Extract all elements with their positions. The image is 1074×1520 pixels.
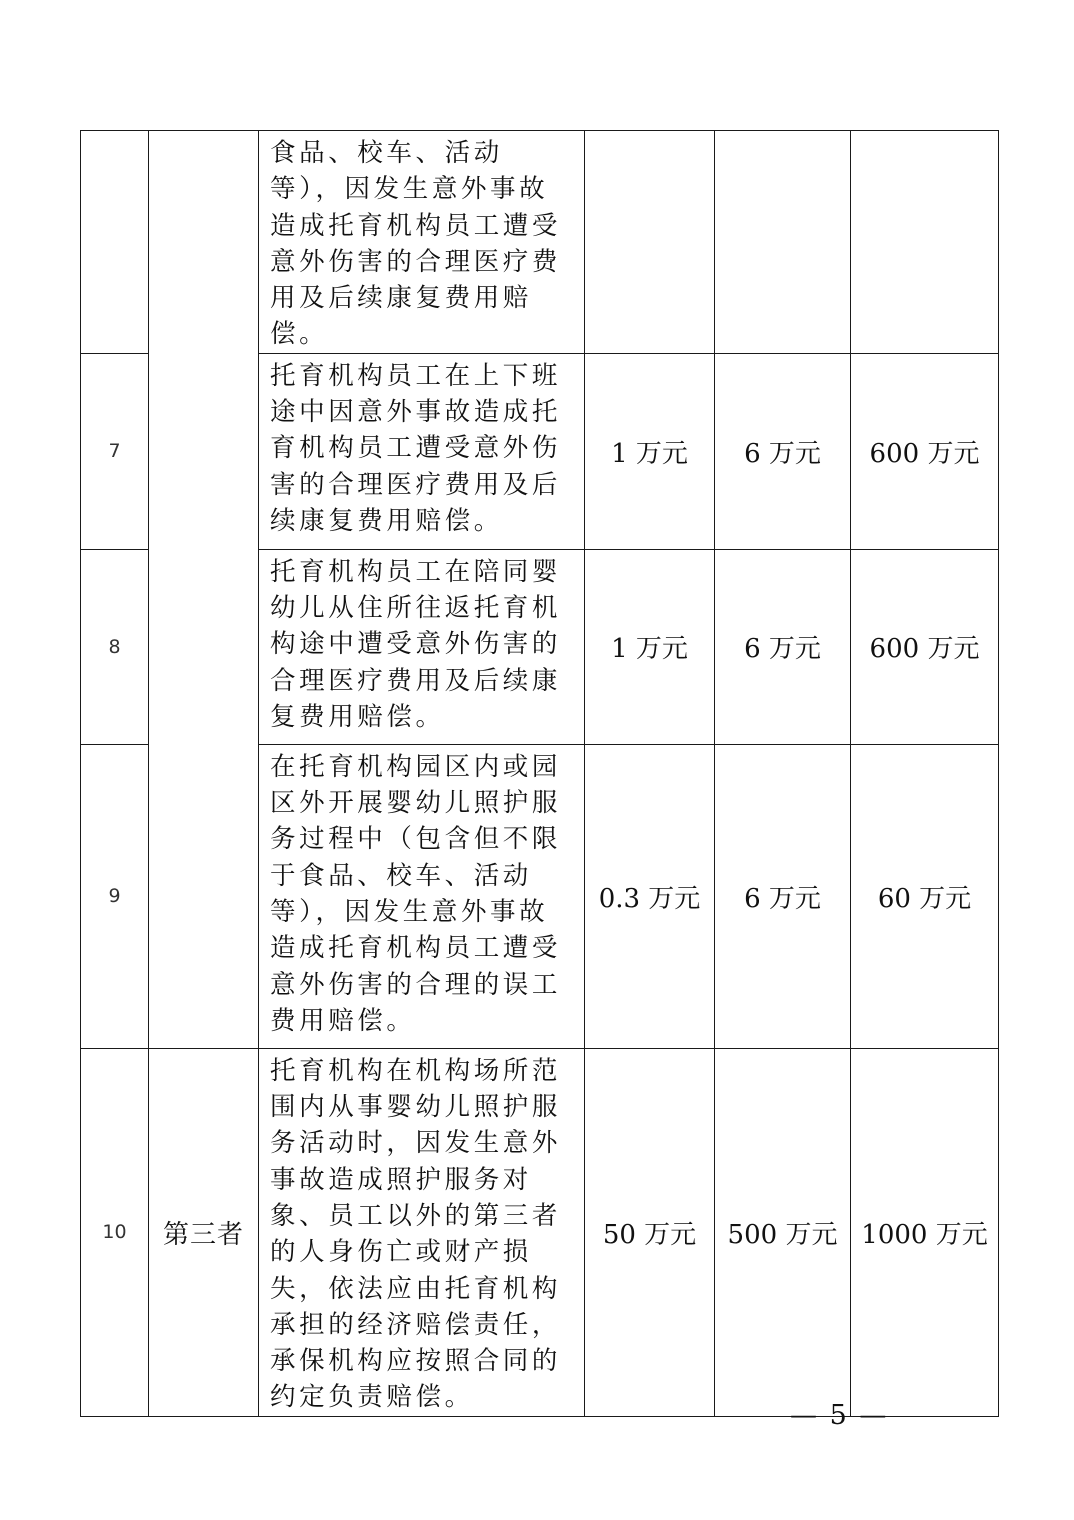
amount-cell-2: 500 万元: [715, 1048, 851, 1416]
amount-cell-1: 50 万元: [585, 1048, 715, 1416]
row-number: 9: [81, 744, 149, 1048]
amount-cell-1: 0.3 万元: [585, 744, 715, 1048]
description-text: 托育机构员工在陪同婴幼儿从住所往返托育机构途中遭受意外伤害的合理医疗费用及后续康复费用赔偿。: [270, 556, 562, 732]
description-cell: [259, 1048, 585, 1416]
amount-cell-2: 6 万元: [715, 549, 851, 744]
description-text: 托育机构员工在上下班途中因意外事故造成托育机构员工遭受意外伤害的合理医疗费用及后续康复费用赔偿。: [270, 360, 562, 536]
row-number: 8: [81, 549, 149, 744]
amount-cell-3: [851, 131, 999, 354]
description-cell: [259, 131, 585, 354]
amount-cell-3: 1000 万元: [851, 1048, 999, 1416]
table-row: [81, 131, 999, 354]
amount-cell-1: [585, 131, 715, 354]
row-number: [81, 131, 149, 354]
category-cell: 第三者: [149, 1048, 259, 1416]
row-number: 7: [81, 353, 149, 549]
page-number: — 5 —: [790, 1400, 889, 1431]
amount-cell-1: 1 万元: [585, 549, 715, 744]
row-number: 10: [81, 1048, 149, 1416]
amount-cell-1: 1 万元: [585, 353, 715, 549]
description-cell: [259, 353, 585, 549]
amount-cell-2: 6 万元: [715, 353, 851, 549]
amount-cell-2: [715, 131, 851, 354]
table-row: [81, 1048, 999, 1416]
description-cell: [259, 744, 585, 1048]
category-cell: [149, 131, 259, 1049]
amount-cell-2: 6 万元: [715, 744, 851, 1048]
insurance-coverage-table: [80, 130, 999, 1417]
description-text: 食品、校车、活动等），因发生意外事故造成托育机构员工遭受意外伤害的合理医疗费用及后续康复费用赔偿。: [270, 138, 562, 350]
description-text: 托育机构在机构场所范围内从事婴幼儿照护服务活动时，因发生意外事故造成照护服务对象、员工以外的第三者的人身伤亡或财产损失，依法应由托育机构承担的经济赔偿责任，承保机构应按照合同的约定负责赔偿。: [270, 1055, 562, 1413]
amount-cell-3: 600 万元: [851, 549, 999, 744]
description-cell: [259, 549, 585, 744]
amount-cell-3: 60 万元: [851, 744, 999, 1048]
amount-cell-3: 600 万元: [851, 353, 999, 549]
description-text: 在托育机构园区内或园区外开展婴幼儿照护服务过程中（包含但不限于食品、校车、活动等），因发生意外事故造成托育机构员工遭受意外伤害的合理的误工费用赔偿。: [270, 751, 562, 1036]
